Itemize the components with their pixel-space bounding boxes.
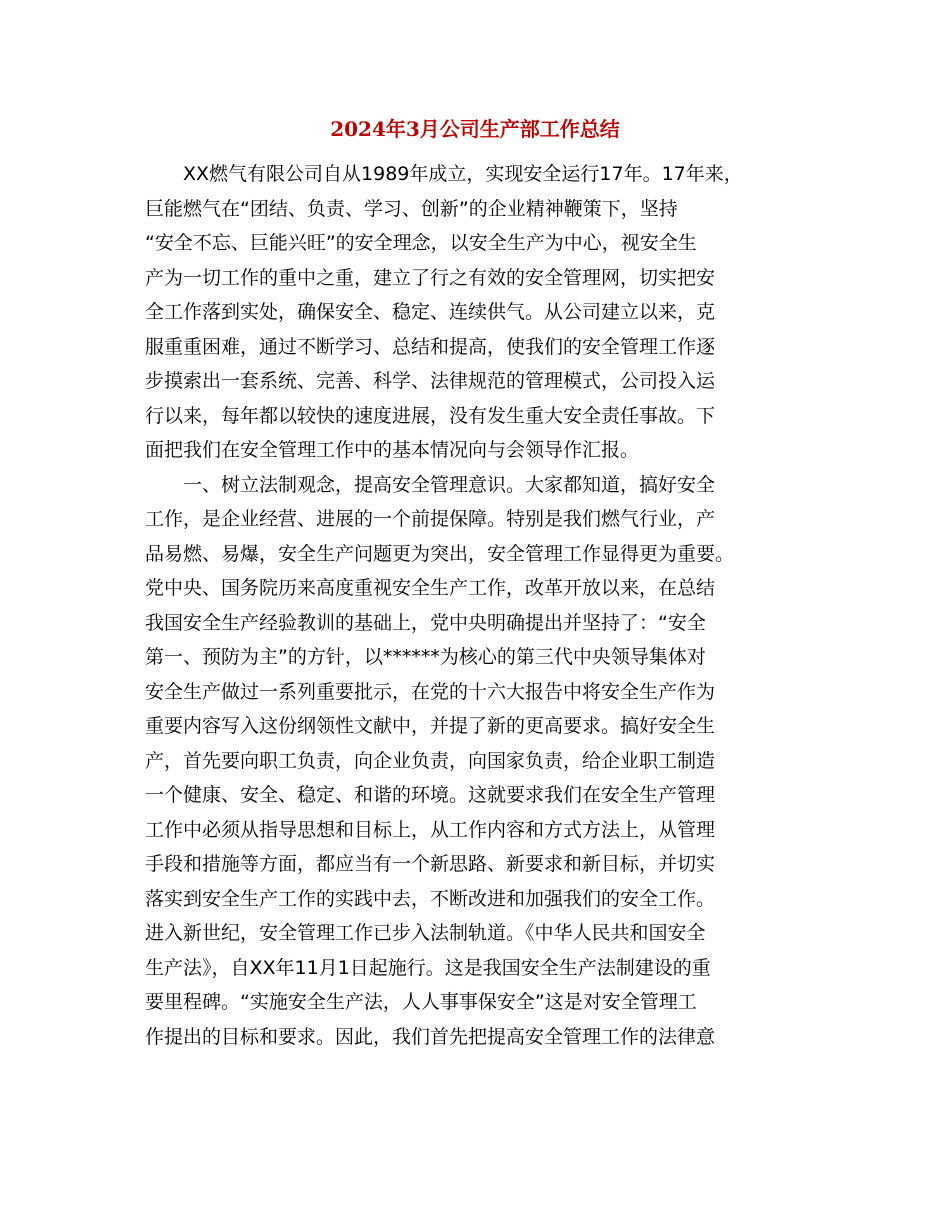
body-line: 产，首先要向职工负责，向企业负责，向国家负责，给企业职工制造 (145, 749, 716, 772)
body-line: “安全不忘、巨能兴旺”的安全理念，以安全生产为中心，视安全生 (145, 232, 697, 254)
body-line: 产为一切工作的重中之重，建立了行之有效的安全管理网，切实把安 (145, 266, 716, 289)
body-line: 作提出的目标和要求。因此，我们首先把提高安全管理工作的法律意 (145, 1025, 716, 1048)
body-line: 工作，是企业经营、进展的一个前提保障。特别是我们燃气行业，产 (145, 508, 716, 530)
body-line: XX燃气有限公司自从1989年成立，实现安全运行17年。17年来， (145, 163, 743, 185)
body-line: 安全生产做过一系列重要批示，在党的十六大报告中将安全生产作为 (145, 680, 716, 703)
body-line: 服重重困难，通过不断学习、总结和提高，使我们的安全管理工作逐 (145, 335, 716, 358)
body-line: 一个健康、安全、稳定、和谐的环境。这就要求我们在安全生产管理 (145, 784, 716, 806)
body-line: 手段和措施等方面，都应当有一个新思路、新要求和新目标，并切实 (145, 853, 716, 875)
body-line: 进入新世纪，安全管理工作已步入法制轨道。《中华人民共和国安全 (145, 922, 706, 944)
body-line: 生产法》，自XX年11月1日起施行。这是我国安全生产法制建设的重 (145, 956, 711, 979)
body-line: 巨能燃气在“团结、负责、学习、创新”的企业精神鞭策下，坚持 (145, 197, 678, 220)
body-line: 落实到安全生产工作的实践中去，不断改进和加强我们的安全工作。 (145, 887, 716, 910)
body-line: 我国安全生产经验教训的基础上，党中央明确提出并坚持了：“安全 (145, 611, 706, 634)
document-title: 2024年3月公司生产部工作总结 (330, 117, 620, 141)
body-line: 步摸索出一套系统、完善、科学、法律规范的管理模式，公司投入运 (145, 370, 716, 392)
body-line: 党中央、国务院历来高度重视安全生产工作，改革开放以来，在总结 (145, 577, 716, 599)
body-line: 工作中必须从指导思想和目标上，从工作内容和方式方法上，从管理 (145, 818, 716, 841)
body-line: 面把我们在安全管理工作中的基本情况向与会领导作汇报。 (145, 439, 640, 461)
body-line: 要里程碑。“实施安全生产法，人人事事保安全”这是对安全管理工 (145, 991, 697, 1013)
body-line: 重要内容写入这份纲领性文献中，并提了新的更高要求。搞好安全生 (145, 715, 716, 737)
body-line: 品易燃、易爆，安全生产问题更为突出，安全管理工作显得更为重要。 (145, 542, 735, 565)
document-body (145, 157, 805, 1054)
body-line: 一、树立法制观念，提高安全管理意识。大家都知道，搞好安全 (145, 473, 716, 496)
body-line: 全工作落到实处，确保安全、稳定、连续供气。从公司建立以来，克 (145, 301, 716, 323)
body-line: 第一、预防为主”的方针，以******为核心的第三代中央领导集体对 (145, 646, 706, 668)
body-line: 行以来，每年都以较快的速度进展，没有发生重大安全责任事故。下 (145, 404, 716, 427)
